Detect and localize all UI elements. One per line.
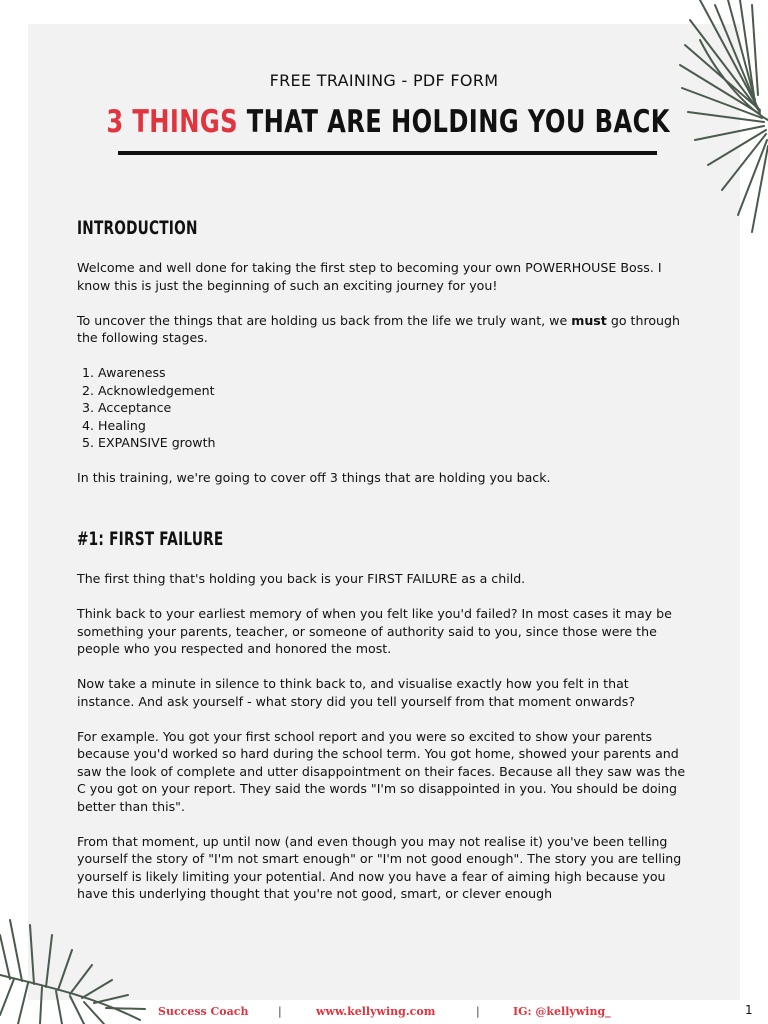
introduction-heading: INTRODUCTION	[77, 217, 198, 239]
introduction-body	[77, 259, 687, 504]
document-subtitle: FREE TRAINING - PDF FORM	[269, 71, 499, 90]
footer-website-link[interactable]: www.kellywing.com	[316, 1005, 436, 1018]
list-item: 3. Acceptance	[98, 399, 687, 417]
footer-role: Success Coach	[158, 1005, 249, 1018]
section-paragraph: The first thing that's holding you back is your FIRST FAILURE as a child.	[77, 571, 526, 586]
section-paragraph: Think back to your earliest memory of when you felt like you'd failed? In most cases it may be something your parents, teacher, or someone of authority said to you, since those were the people who you respected and honored the most.	[77, 606, 672, 656]
section1-body	[77, 570, 687, 920]
list-item: 4. Healing	[98, 417, 687, 435]
footer-separator: |	[476, 1005, 480, 1018]
section-paragraph: For example. You got your first school report and you were so excited to show your parents because you'd worked so hard during the school term. You got home, showed your parents and saw the look of complete and utter disappointment on their faces. Because all they saw was the C you got on your report. They said the words "I'm so disappointed in you. You should be doing better than this".	[77, 728, 686, 814]
footer-separator: |	[278, 1005, 282, 1018]
page-number: 1	[745, 1003, 753, 1017]
introduction-paragraph: Welcome and well done for taking the first step to becoming your own POWERHOUSE Boss. I know this is just the beginning of such an exciting journey for you!	[77, 260, 662, 293]
title-rest: THAT ARE HOLDING YOU BACK	[237, 104, 670, 140]
stages-list	[77, 364, 687, 452]
title-underline	[118, 151, 657, 155]
list-item: 2. Acknowledgement	[98, 382, 687, 400]
text-span: go through the following stages.	[77, 312, 681, 345]
text-span: To uncover the things that are holding us back from the life we truly want, we	[77, 312, 572, 328]
document-title	[106, 104, 670, 140]
footer	[0, 1005, 768, 1021]
palm-leaf-top-right-icon	[660, 0, 768, 235]
footer-instagram-link[interactable]: IG: @kellywing_	[513, 1005, 611, 1018]
introduction-paragraph: In this training, we're going to cover off 3 things that are holding you back.	[77, 470, 551, 485]
section-paragraph: Now take a minute in silence to think back to, and visualise exactly how you felt in that instance. And ask yourself - what story did you tell yourself from that moment onwards?	[77, 676, 635, 709]
introduction-paragraph	[77, 312, 687, 347]
section-paragraph: From that moment, up until now (and even though you may not realise it) you've been telling yourself the story of "I'm not smart enough" or "I'm not good enough". The story you are telling yourself is likely limiting your potential. And now you have a fear of aiming high because you have this underlying thought that you're not good, smart, or clever enough	[77, 833, 682, 901]
list-item: 1. Awareness	[98, 364, 687, 382]
title-accent: 3 THINGS	[106, 104, 238, 140]
emphasis-must: must	[571, 312, 607, 328]
list-item: 5. EXPANSIVE growth	[98, 434, 687, 452]
section-heading-first-failure: #1: FIRST FAILURE	[77, 528, 224, 550]
